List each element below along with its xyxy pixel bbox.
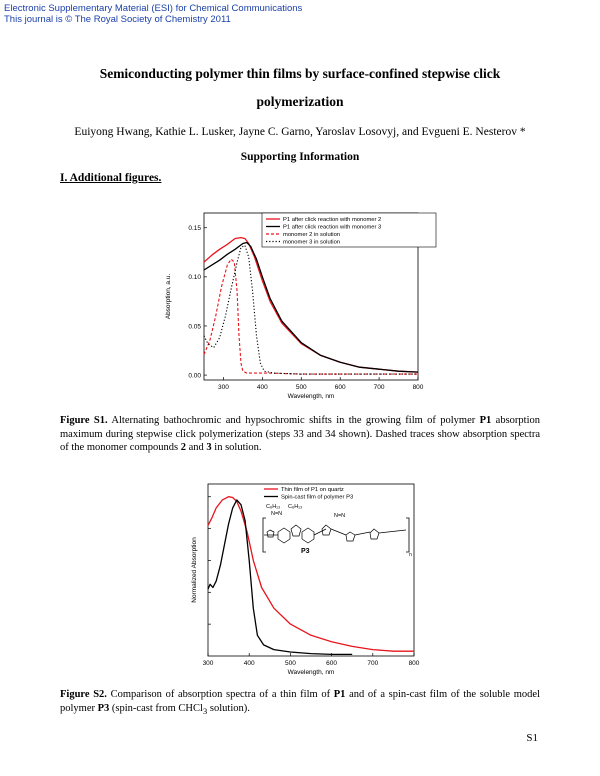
repeat-unit-n: n (409, 552, 412, 558)
x-tick-label: 300 (218, 384, 229, 391)
hexyl-substituent-right: C₆H₁₃ (288, 504, 303, 510)
azide-label-left: N=N (271, 511, 283, 517)
series-line-2 (204, 243, 418, 373)
paper-title-line1: Semiconducting polymer thin films by surface-confined stepwise click (99, 66, 501, 81)
structure-compound-label: P3 (301, 548, 310, 555)
series-line-1 (204, 238, 418, 373)
y-tick-label: 0.15 (188, 225, 201, 233)
legend-label-3: monomer 2 in solution (283, 232, 341, 238)
paper-title-line2: polymerization (256, 94, 344, 109)
series-line-1 (208, 494, 414, 652)
supporting-information-heading: Supporting Information (240, 151, 360, 163)
figure-s2-chart (178, 480, 428, 680)
figure-s1-chart (158, 205, 438, 415)
x-tick-label: 800 (412, 384, 424, 391)
x-tick-label: 800 (408, 660, 420, 667)
caption-text: and of a spin-cast film of the soluble model polymer (60, 689, 540, 714)
x-tick-label: 700 (373, 384, 385, 391)
x-tick-label: 400 (243, 660, 255, 667)
series-line-4 (204, 245, 418, 374)
figure-s1-caption (60, 414, 540, 455)
header-line-copyright: This journal is © The Royal Society of Chemistry 2011 (4, 14, 231, 25)
p3-chemical-structure (263, 504, 412, 558)
caption-text: in solution. (211, 442, 262, 453)
page-number: S1 (526, 732, 538, 744)
compound-p1: P1 (333, 689, 346, 700)
polymer-bracket-right (406, 518, 409, 552)
azide-label-right: N=N (334, 513, 346, 519)
compound-p3: P3 (97, 702, 110, 714)
compound-2: 2 (180, 442, 186, 453)
caption-text: Comparison of absorption spectra of a thin film of (106, 689, 334, 700)
figure-s1-label: Figure S1. (60, 415, 108, 426)
caption-text: (spin-cast from CHCl (109, 702, 203, 714)
figure-s2-caption (60, 688, 540, 718)
caption-text: solution). (207, 702, 250, 714)
legend-label-2: P1 after click reaction with monomer 3 (283, 224, 382, 231)
hexyl-substituent-left: C₆H₁₃ (266, 504, 281, 510)
y-tick-label: 0.05 (188, 323, 201, 331)
caption-text: absorption maximum during stepwise click polymerization (steps 33 and 34 shown). Dashed traces show absorption spectra of the monomer compounds (60, 415, 540, 453)
legend-label-1: P1 after click reaction with monomer 2 (283, 217, 382, 223)
section-heading: I. Additional figures. (60, 172, 162, 184)
fluorene-core (264, 525, 406, 543)
x-tick-label: 600 (326, 660, 338, 667)
plot-frame (208, 484, 414, 656)
x-tick-label: 500 (295, 384, 307, 391)
x-axis-label: Wavelength, nm (287, 393, 335, 400)
journal-header (4, 3, 302, 25)
x-tick-label: 600 (334, 384, 346, 391)
caption-text: Alternating bathochromic and hypsochromic shifts in the growing film of polymer (107, 415, 480, 426)
x-tick-label: 300 (202, 660, 214, 667)
compound-p1: P1 (479, 415, 492, 426)
series-line-3 (204, 259, 418, 374)
header-line-esi: Electronic Supplementary Material (ESI) for Chemical Communications (4, 3, 303, 14)
y-axis-label: Normalized Absorption (191, 537, 198, 603)
legend-label-2: Spin-cast film of polymer P3 (281, 494, 354, 501)
legend-label-4: monomer 3 in solution (283, 239, 341, 246)
series-line-2 (208, 500, 352, 655)
x-tick-label: 700 (367, 660, 379, 667)
subscript-3: 3 (202, 705, 208, 716)
author-list: Euiyong Hwang, Kathie L. Lusker, Jayne C. Garno, Yaroslav Losovyj, and Evgueni E. Nesterov * (74, 126, 526, 138)
y-tick-label: 0.10 (188, 274, 201, 282)
y-tick-label: 0.00 (188, 372, 201, 380)
y-axis-label: Absorption, a.u. (165, 273, 172, 320)
compound-3: 3 (206, 442, 212, 453)
x-tick-label: 500 (284, 660, 296, 667)
figure-s2-label: Figure S2. (60, 689, 107, 700)
x-tick-label: 400 (256, 384, 268, 391)
legend-label-1: Thin film of P1 on quartz (281, 487, 344, 493)
x-axis-label: Wavelength, nm (287, 669, 335, 676)
caption-text: and (185, 442, 207, 453)
